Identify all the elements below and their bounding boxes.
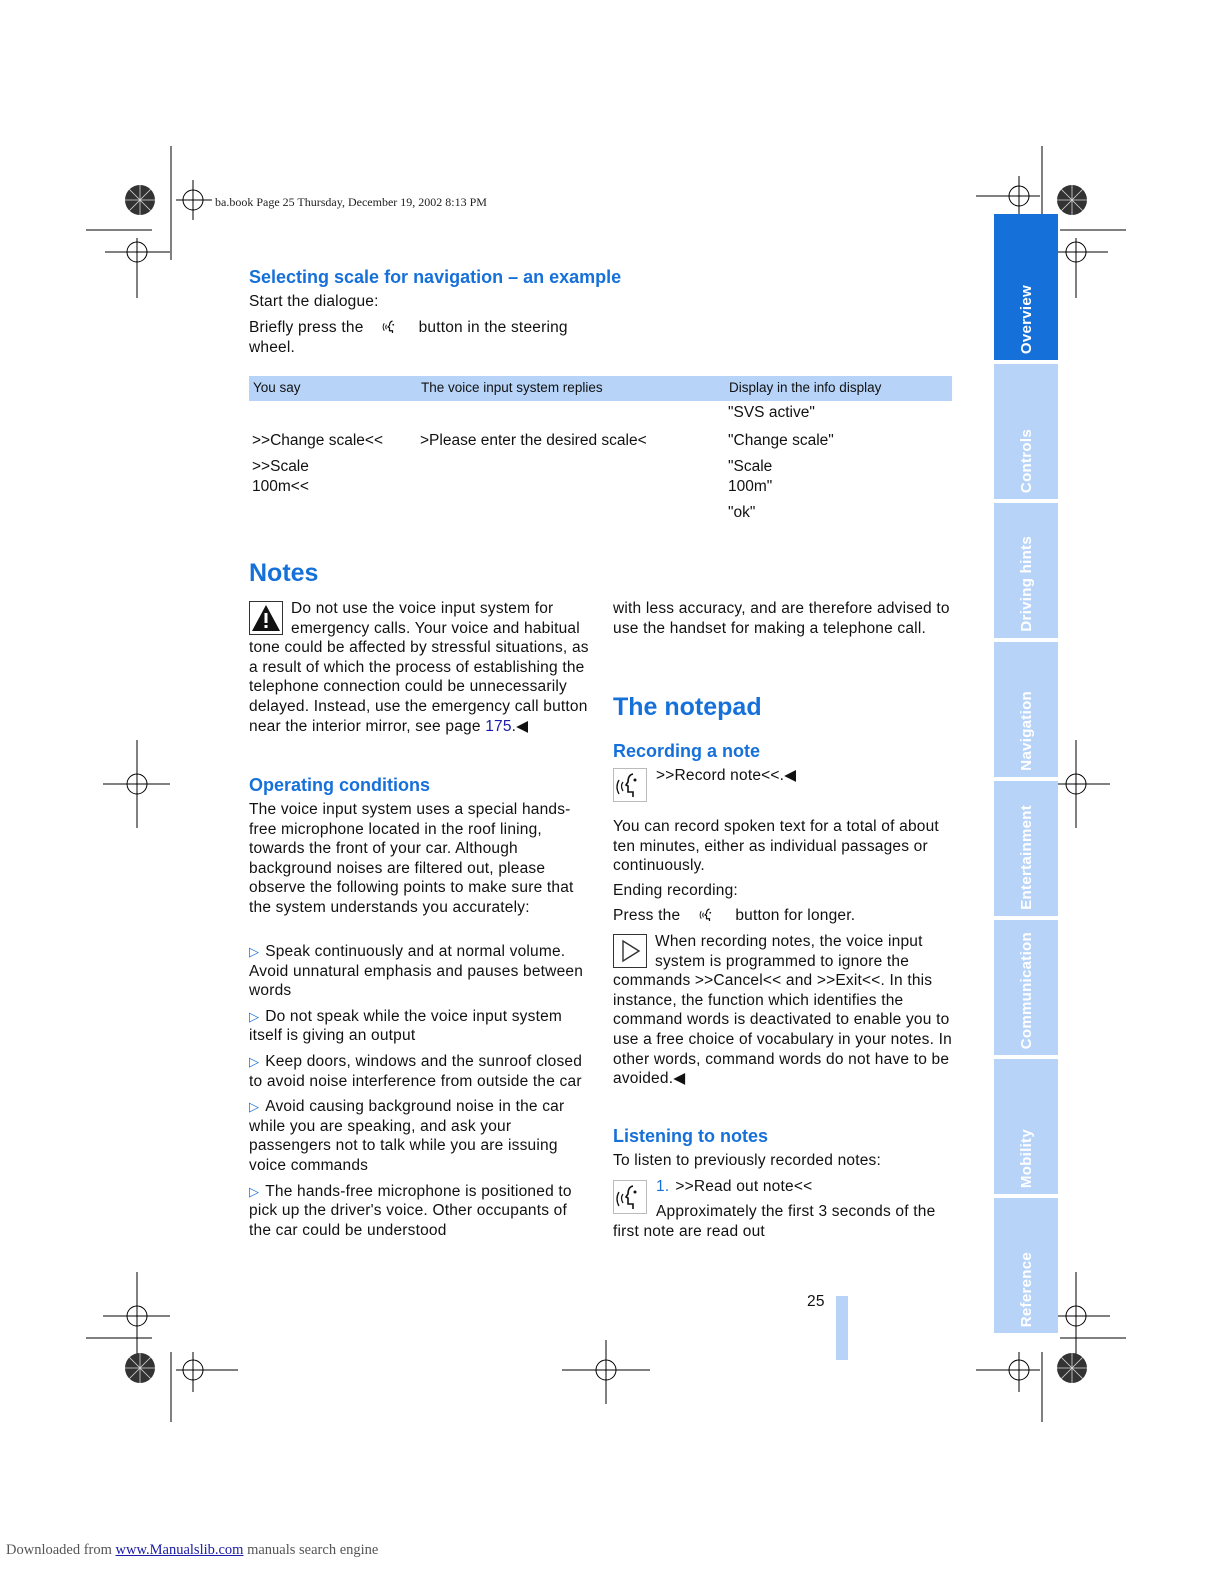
press-before-text: Press the	[613, 907, 681, 924]
press-instruction	[249, 318, 609, 357]
voice-command-icon	[613, 768, 647, 802]
table-cell	[417, 501, 725, 525]
tab-label: Mobility	[1017, 1128, 1035, 1188]
heading-notes: Notes	[249, 559, 319, 587]
tab-label: Communication	[1017, 931, 1035, 1049]
bullet-triangle-icon: ▷	[249, 1099, 260, 1115]
continued-text: with less accuracy, and are therefore advised to use the handset for making a telephone call.	[613, 600, 950, 637]
note-triangle-icon	[613, 934, 647, 968]
table-cell	[249, 501, 417, 525]
table-row	[249, 401, 952, 429]
bullet-text: Avoid causing background noise in the car while you are speaking, and ask your passengers not to talk while you are issuing voice commands	[249, 1098, 565, 1174]
table-cell: "Change scale"	[728, 432, 834, 449]
heading-listening-notes: Listening to notes	[613, 1126, 768, 1146]
press-longer-instruction	[613, 906, 855, 926]
record-text: You can record spoken text for a total of about ten minutes, either as individual passages or continuously.	[613, 818, 939, 875]
list-item	[249, 942, 589, 1001]
step-number: 1.	[656, 1178, 670, 1195]
page-number-bar	[836, 1296, 848, 1360]
list-item	[249, 1052, 589, 1091]
table-cell	[249, 401, 417, 429]
tab-driving-hints[interactable]	[994, 503, 1058, 638]
heading-notepad: The notepad	[613, 693, 762, 721]
warning-icon	[249, 601, 283, 635]
tab-label: Driving hints	[1017, 536, 1035, 632]
heading-recording-note: Recording a note	[613, 741, 761, 761]
table-row	[249, 501, 952, 525]
table-header-row	[249, 376, 952, 401]
bullet-text: Do not speak while the voice input system itself is giving an output	[249, 1007, 563, 1045]
bullet-triangle-icon: ▷	[249, 1008, 260, 1024]
list-item	[249, 1007, 589, 1046]
table-cell	[417, 401, 725, 429]
table-cell	[417, 455, 725, 501]
start-dialogue-text: Start the dialogue:	[249, 293, 379, 310]
footer-suffix: manuals search engine	[247, 1542, 379, 1558]
bullet-text: Keep doors, windows and the sunroof closed to avoid noise interference from outside the car	[249, 1052, 583, 1090]
tab-mobility[interactable]	[994, 1059, 1058, 1194]
table-cell: >>Change scale<<	[252, 432, 383, 449]
table-row	[249, 429, 952, 455]
record-command: >>Record note<<.◀	[656, 767, 797, 784]
tab-entertainment[interactable]	[994, 781, 1058, 916]
bullet-triangle-icon: ▷	[249, 944, 260, 959]
bullet-text: Speak continuously and at normal volume. Avoid unnatural emphasis and pauses between words	[249, 943, 584, 1000]
press-line2-text: wheel.	[249, 338, 296, 356]
table-header-cell: The voice input system replies	[417, 376, 725, 401]
bullet-triangle-icon: ▷	[249, 1053, 260, 1069]
voice-button-icon	[382, 318, 400, 336]
tab-communication[interactable]	[994, 920, 1058, 1055]
bullet-triangle-icon: ▷	[249, 1183, 260, 1199]
operating-text: The voice input system uses a special hands-free microphone located in the roof lining, towards the front of your car. Although background noises are filtered out, please observe the following points to make sure that the system understands you accurately:	[249, 801, 574, 916]
step-line	[656, 1177, 812, 1197]
note-text: When recording notes, the voice input system is programmed to ignore the commands >>Cancel<< and >>Exit<<. In this instance, the function which identifies the command words is deactivated to enable you to use a free choice of vocabulary in your notes. In other words, command words do not have to be avoided.◀	[613, 933, 952, 1088]
tab-label: Navigation	[1017, 691, 1035, 771]
table-cell: >Please enter the desired scale<	[420, 432, 647, 449]
print-slug: ba.book Page 25 Thursday, December 19, 2002 8:13 PM	[215, 195, 487, 209]
page-reference-link[interactable]: 175	[485, 717, 512, 735]
press-after-text: button in the steering	[418, 319, 568, 336]
list-item	[249, 1097, 589, 1175]
voice-button-icon	[699, 906, 717, 924]
manualslib-link[interactable]: www.Manualslib.com	[115, 1542, 244, 1558]
tab-label: Reference	[1017, 1251, 1035, 1327]
table-cell: "SVS active"	[728, 404, 815, 421]
footer-prefix: Downloaded from	[6, 1542, 112, 1558]
page-number: 25	[807, 1293, 825, 1310]
press-after-text: button for longer.	[735, 907, 856, 924]
svs-table-wrapper	[249, 376, 952, 525]
tab-label: Controls	[1017, 428, 1035, 493]
operating-bullet-list	[249, 942, 589, 1246]
tab-overview[interactable]	[994, 214, 1058, 360]
chapter-tabs	[994, 214, 1058, 1337]
press-before-text: Briefly press the	[249, 319, 364, 336]
tab-label: Entertainment	[1017, 805, 1035, 910]
note-paragraph	[613, 932, 953, 1089]
download-footer	[6, 1542, 378, 1559]
table-cell: "ok"	[728, 504, 756, 521]
heading-selecting-scale: Selecting scale for navigation – an example	[249, 267, 622, 287]
table-row	[249, 455, 952, 501]
tab-navigation[interactable]	[994, 642, 1058, 777]
tab-label: Overview	[1017, 284, 1035, 354]
list-item	[249, 1182, 589, 1241]
table-cell: >>Scale 100m<<	[252, 458, 309, 495]
bullet-text: The hands-free microphone is positioned to pick up the driver's voice. Other occupants of the car could be understood	[249, 1182, 572, 1239]
table-header-cell: You say	[249, 376, 417, 401]
heading-operating-conditions: Operating conditions	[249, 775, 431, 795]
tab-controls[interactable]	[994, 364, 1058, 499]
tab-reference[interactable]	[994, 1198, 1058, 1333]
step-command: >>Read out note<<	[675, 1178, 813, 1195]
table-header-cell: Display in the info display	[725, 376, 952, 401]
table-cell: "Scale 100m"	[728, 458, 773, 495]
svs-dialogue-table	[249, 376, 952, 525]
warning-text: Do not use the voice input system for emergency calls. Your voice and habitual tone could be affected by stressful situations, as a result of which the process of establishing the telephone connection could be unnecessarily delayed. Instead, use the emergency call button near the interior mirror, see page	[249, 600, 589, 735]
warning-end: .◀	[511, 717, 529, 735]
step-description: Approximately the first 3 seconds of the first note are read out	[613, 1203, 936, 1240]
listen-text: To listen to previously recorded notes:	[613, 1152, 881, 1169]
warning-paragraph	[249, 599, 589, 736]
ending-recording-text: Ending recording:	[613, 882, 738, 899]
